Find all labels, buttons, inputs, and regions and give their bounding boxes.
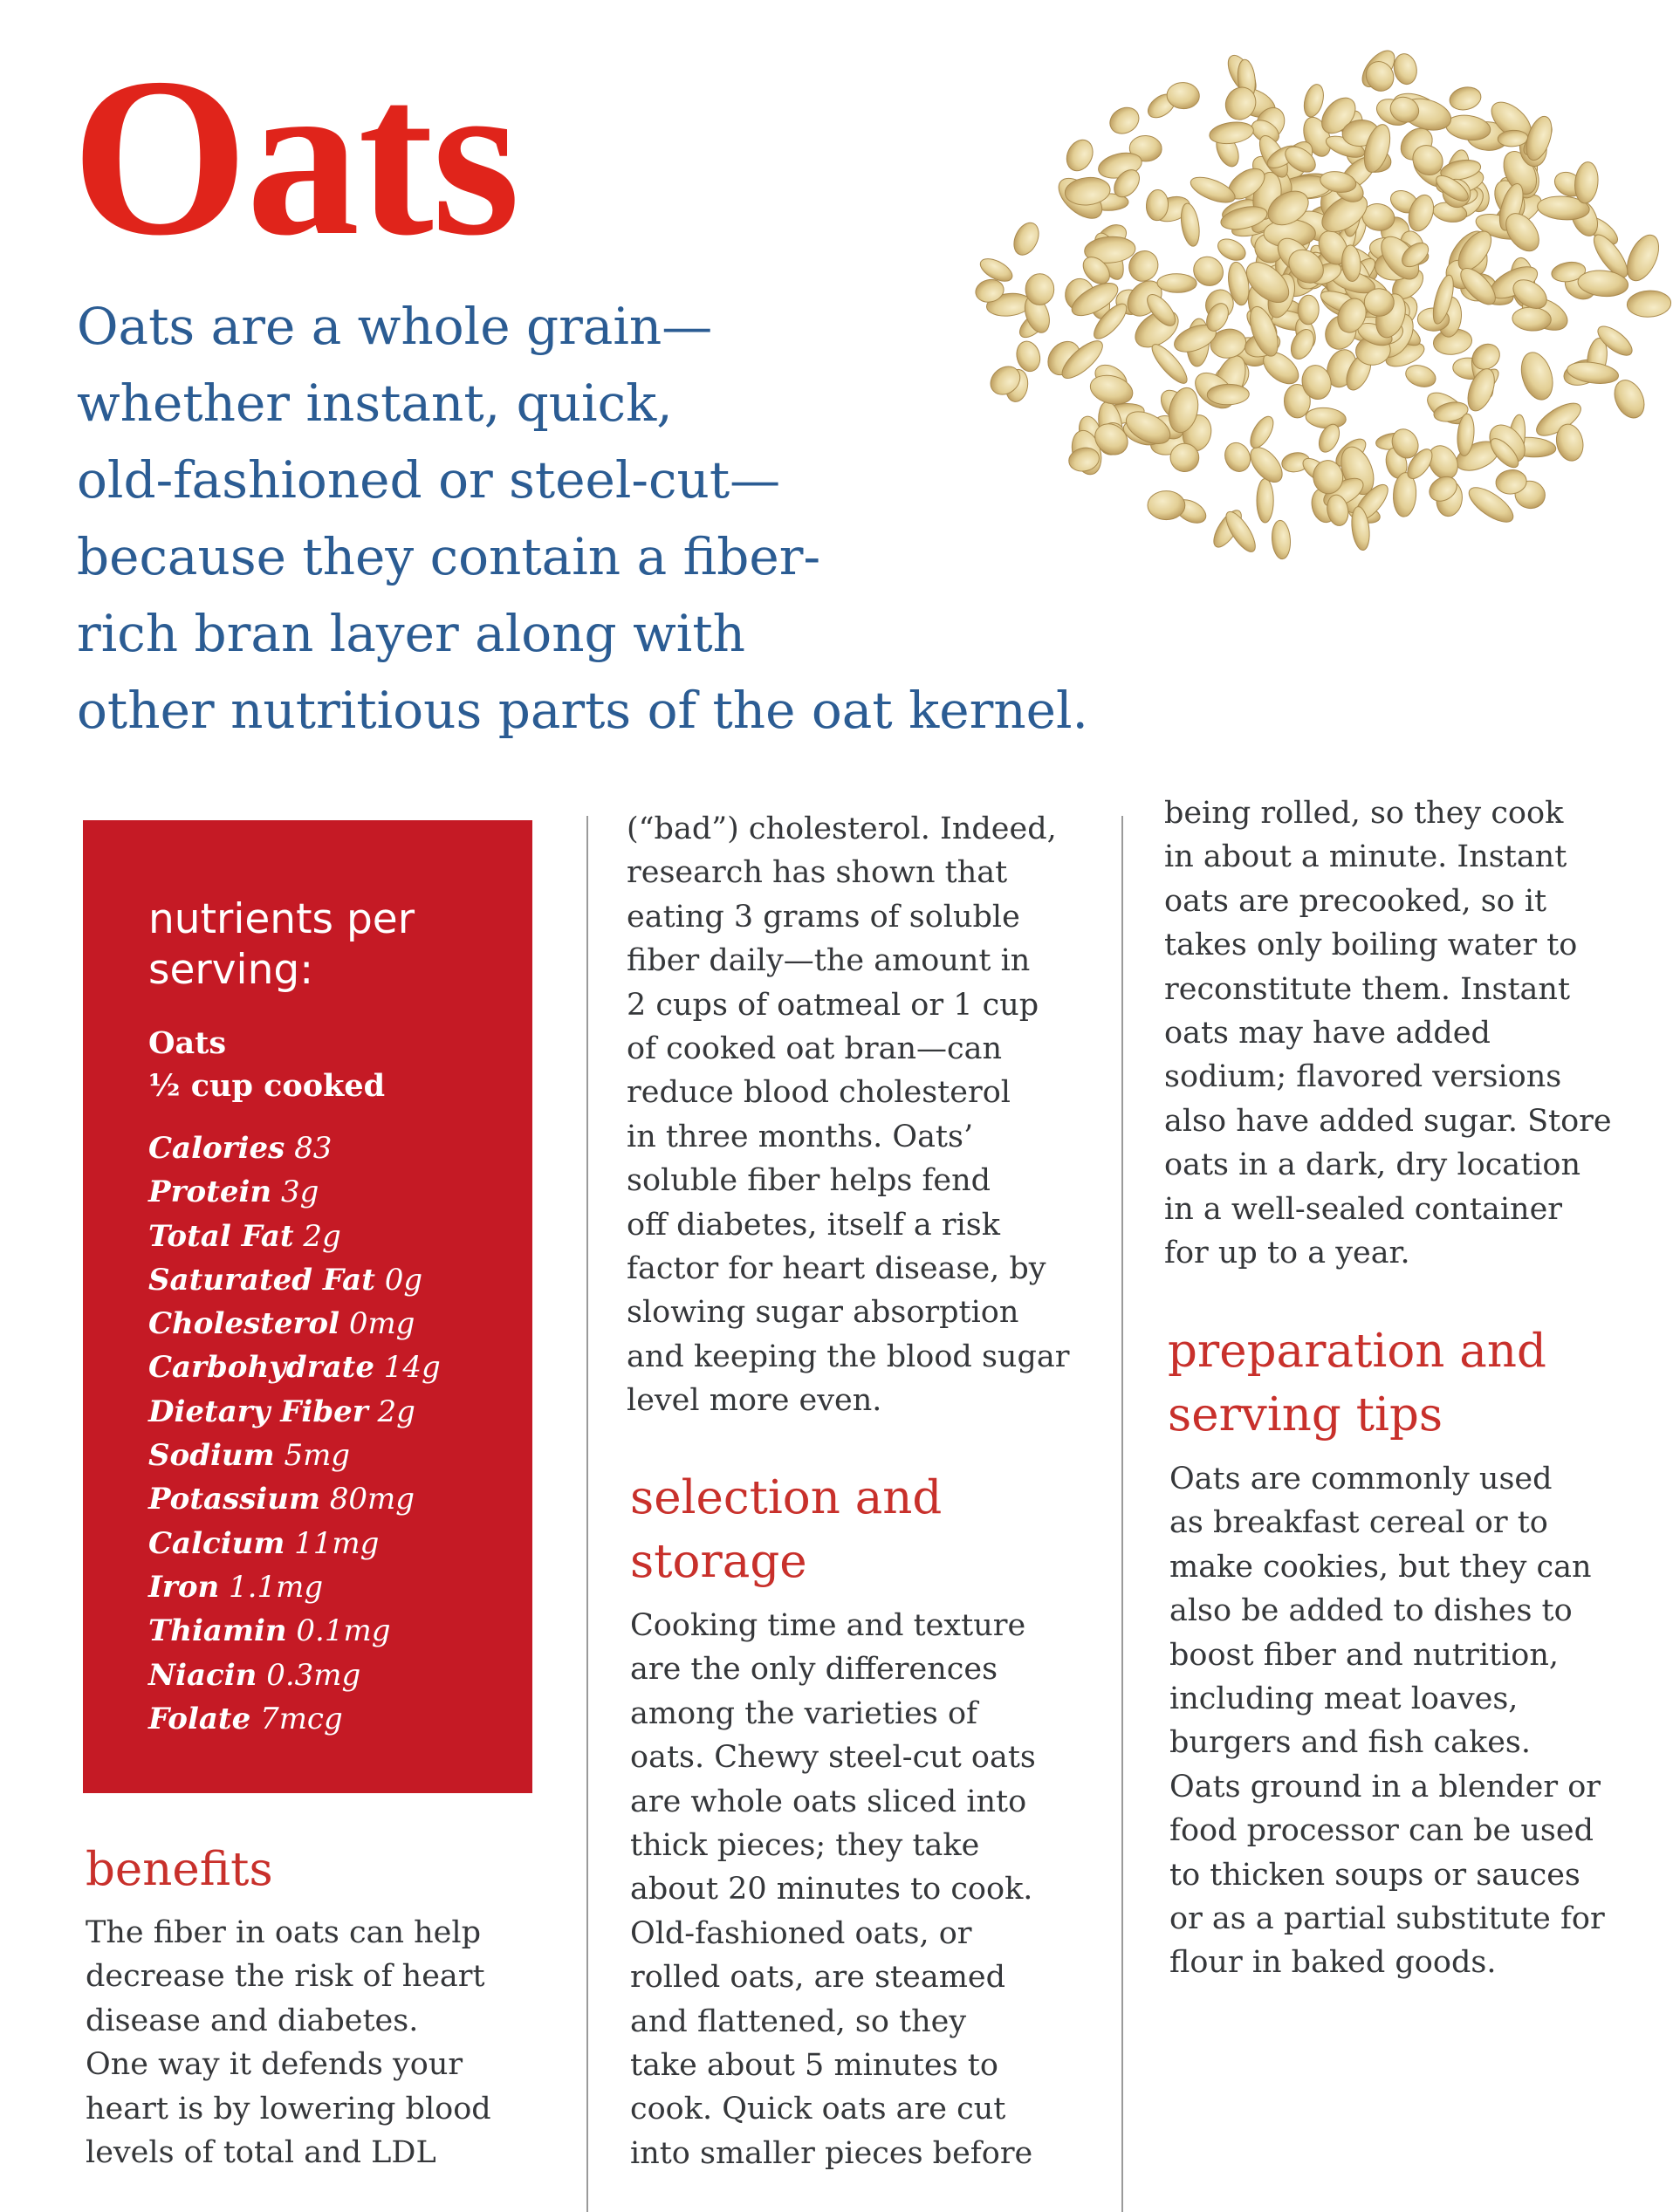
nutrient-row	[148, 1522, 532, 1565]
intro-line: other nutritious parts of the oat kernel.	[77, 681, 1088, 740]
intro-line: Oats are a whole grain—	[77, 297, 713, 356]
text-line: takes only boiling water to	[1164, 928, 1578, 963]
text-line: make cookies, but they can	[1169, 1549, 1592, 1585]
heading-line: serving tips	[1168, 1388, 1443, 1442]
text-line: also be added to dishes to	[1169, 1593, 1573, 1629]
nutrient-row	[148, 1477, 532, 1521]
text-line: burgers and fish cakes.	[1169, 1725, 1532, 1761]
oat-flake	[1009, 219, 1043, 259]
oat-flake	[1257, 479, 1273, 523]
oat-flake	[1621, 230, 1665, 285]
nutrient-row	[148, 1170, 532, 1214]
text-line: being rolled, so they cook	[1164, 796, 1564, 831]
text-line: to thicken soups or sauces	[1169, 1857, 1580, 1893]
nutrient-list	[148, 1127, 532, 1741]
text-line: Oats ground in a blender or	[1169, 1769, 1601, 1805]
nutrient-row	[148, 1390, 532, 1434]
nutrient-value: 83	[294, 1131, 333, 1166]
nutrient-value: 11mg	[294, 1525, 380, 1561]
text-line: off diabetes, itself a risk	[627, 1207, 1000, 1243]
text-line: about 20 minutes to cook.	[630, 1872, 1033, 1907]
text-line: are whole oats sliced into	[630, 1784, 1027, 1819]
column-divider	[586, 816, 588, 2212]
text-line: are the only differences	[630, 1652, 998, 1688]
oat-flake	[1391, 51, 1419, 86]
nutrient-value: 0g	[384, 1262, 423, 1298]
text-line: or as a partial substitute for	[1169, 1901, 1605, 1937]
text-line: into smaller pieces before	[630, 2135, 1033, 2171]
column-divider	[1121, 816, 1123, 2212]
text-line: reduce blood cholesterol	[627, 1075, 1011, 1111]
nutrient-name: Protein	[148, 1174, 272, 1210]
oat-flake	[1013, 339, 1043, 374]
nutrient-value: 1.1mg	[229, 1569, 324, 1605]
text-line: for up to a year.	[1164, 1236, 1410, 1271]
text-line: reconstitute them. Instant	[1164, 971, 1571, 1007]
nutrient-row	[148, 1609, 532, 1653]
text-line: levels of total and LDL	[86, 2135, 436, 2171]
text-line: cook. Quick oats are cut	[630, 2092, 1006, 2127]
text-line: soluble fiber helps fend	[627, 1163, 991, 1199]
nutrients-heading-line: serving:	[148, 946, 314, 994]
column2-text	[627, 807, 1069, 1423]
text-line: Old-fashioned oats, or	[630, 1915, 972, 1951]
oat-flake	[1221, 439, 1255, 476]
oat-flake	[1178, 202, 1202, 248]
nutrients-heading	[148, 894, 532, 996]
nutrients-box	[83, 820, 532, 1793]
nutrient-row	[148, 1565, 532, 1609]
text-line: factor for heart disease, by	[627, 1251, 1046, 1287]
text-line: food processor can be used	[1169, 1813, 1594, 1849]
oat-flake	[1087, 371, 1136, 408]
text-line: fiber daily—the amount in	[627, 943, 1031, 979]
nutrient-name: Potassium	[148, 1482, 320, 1517]
food-name: Oats	[148, 1025, 227, 1061]
text-line: and keeping the blood sugar	[627, 1339, 1070, 1374]
text-line: disease and diabetes.	[86, 2003, 419, 2038]
nutrient-row	[148, 1654, 532, 1697]
text-line: level more even.	[627, 1383, 882, 1419]
selection-heading	[630, 1466, 942, 1593]
text-line: among the varieties of	[630, 1695, 978, 1731]
text-line: also have added sugar. Store	[1164, 1103, 1612, 1139]
oat-flake	[1305, 407, 1347, 430]
text-line: research has shown that	[627, 855, 1008, 891]
oat-flake	[1188, 172, 1238, 208]
text-line: thick pieces; they take	[630, 1828, 980, 1864]
nutrient-row	[148, 1127, 532, 1170]
oat-flake	[1301, 82, 1327, 119]
nutrient-name: Sodium	[148, 1438, 275, 1474]
nutrient-value: 0.1mg	[296, 1613, 391, 1649]
text-line: Oats are commonly used	[1169, 1462, 1553, 1496]
nutrient-value: 2g	[303, 1218, 341, 1254]
text-line: oats are precooked, so it	[1164, 883, 1547, 919]
intro-line: whether instant, quick,	[77, 373, 673, 433]
nutrient-name: Carbohydrate	[148, 1350, 374, 1386]
preparation-heading	[1168, 1319, 1546, 1447]
oat-flake	[1025, 274, 1054, 305]
text-line: flour in baked goods.	[1169, 1945, 1497, 1981]
text-line: One way it defends your	[86, 2047, 463, 2083]
oat-flake	[1062, 135, 1098, 175]
oat-flake	[1246, 413, 1279, 451]
oat-flake	[1148, 491, 1185, 520]
text-line: oats. Chewy steel-cut oats	[630, 1740, 1036, 1776]
nutrient-value: 80mg	[329, 1482, 415, 1517]
nutrient-row	[148, 1215, 532, 1258]
text-line: of cooked oat bran—can	[627, 1031, 1003, 1067]
text-line: (“bad”) cholesterol. Indeed,	[627, 812, 1057, 846]
nutrient-name: Calcium	[148, 1525, 285, 1561]
oat-flake	[1271, 520, 1292, 560]
oat-flake	[1215, 235, 1250, 264]
nutrient-name: Dietary Fiber	[148, 1394, 368, 1429]
text-line: sodium; flavored versions	[1164, 1059, 1562, 1095]
oat-flake	[1157, 273, 1197, 292]
text-line: take about 5 minutes to	[630, 2048, 998, 2084]
oat-flake	[1403, 362, 1439, 391]
page-title: Oats	[72, 31, 518, 283]
nutrient-name: Saturated Fat	[148, 1262, 375, 1298]
benefits-text	[86, 1911, 491, 2174]
nutrient-value: 2g	[377, 1394, 415, 1429]
oat-flake	[1105, 102, 1143, 139]
heading-line: selection and	[630, 1471, 943, 1524]
nutrients-heading-line: nutrients per	[148, 895, 415, 943]
nutrient-name: Calories	[148, 1131, 285, 1166]
nutrient-value: 5mg	[284, 1438, 351, 1474]
serving-size: ½ cup cooked	[148, 1068, 386, 1104]
nutrient-name: Total Fat	[148, 1218, 294, 1254]
text-line: including meat loaves,	[1169, 1681, 1519, 1717]
oat-flake	[1448, 84, 1484, 113]
selection-text	[630, 1604, 1036, 2175]
nutrient-name: Thiamin	[148, 1613, 287, 1649]
heading-line: storage	[630, 1535, 807, 1588]
nutrient-value: 0.3mg	[266, 1657, 361, 1693]
nutrient-row	[148, 1697, 532, 1741]
text-line: and flattened, so they	[630, 2003, 967, 2039]
benefits-heading: benefits	[86, 1843, 273, 1896]
text-line: oats in a dark, dry location	[1164, 1147, 1581, 1183]
intro-line: because they contain a fiber-	[77, 527, 821, 586]
nutrient-row	[148, 1302, 532, 1346]
text-line: in three months. Oats’	[627, 1119, 974, 1154]
oat-flake	[1207, 384, 1249, 405]
oat-flake	[1608, 375, 1649, 422]
text-line: The fiber in oats can help	[86, 1915, 481, 1950]
text-line: heart is by lowering blood	[86, 2091, 491, 2126]
oat-flake	[1516, 349, 1558, 404]
nutrient-value: 0mg	[348, 1306, 415, 1342]
heading-line: preparation and	[1168, 1325, 1546, 1378]
oats-pile-image	[838, 17, 1673, 646]
nutrient-value: 7mcg	[260, 1701, 343, 1736]
text-line: 2 cups of oatmeal or 1 cup	[627, 987, 1039, 1023]
text-line: rolled oats, are steamed	[630, 1960, 1005, 1996]
column3-text	[1164, 791, 1612, 1275]
oat-flake	[1627, 290, 1672, 318]
text-line: slowing sugar absorption	[627, 1295, 1019, 1331]
nutrient-name: Cholesterol	[148, 1306, 339, 1342]
nutrient-name: Iron	[148, 1569, 220, 1605]
nutrient-name: Niacin	[148, 1657, 257, 1693]
oat-flake	[1298, 295, 1320, 325]
preparation-text	[1169, 1457, 1605, 1985]
text-line: in about a minute. Instant	[1164, 839, 1567, 875]
intro-line: old-fashioned or steel-cut—	[77, 450, 781, 510]
intro-line: rich bran layer along with	[77, 604, 745, 663]
nutrient-row	[148, 1346, 532, 1389]
oat-flake	[1573, 161, 1600, 204]
text-line: in a well-sealed container	[1164, 1191, 1563, 1227]
text-line: oats may have added	[1164, 1016, 1491, 1051]
nutrient-row	[148, 1258, 532, 1302]
text-line: boost fiber and nutrition,	[1169, 1637, 1560, 1673]
nutrient-name: Folate	[148, 1701, 251, 1736]
text-line: decrease the risk of heart	[86, 1959, 485, 1995]
oat-flake	[1208, 120, 1255, 147]
nutrient-value: 14g	[383, 1350, 441, 1386]
text-line: Cooking time and texture	[630, 1608, 1026, 1643]
text-line: as breakfast cereal or to	[1169, 1505, 1548, 1541]
text-line: eating 3 grams of soluble	[627, 899, 1020, 935]
nutrient-value: 3g	[280, 1174, 319, 1210]
nutrient-row	[148, 1434, 532, 1477]
